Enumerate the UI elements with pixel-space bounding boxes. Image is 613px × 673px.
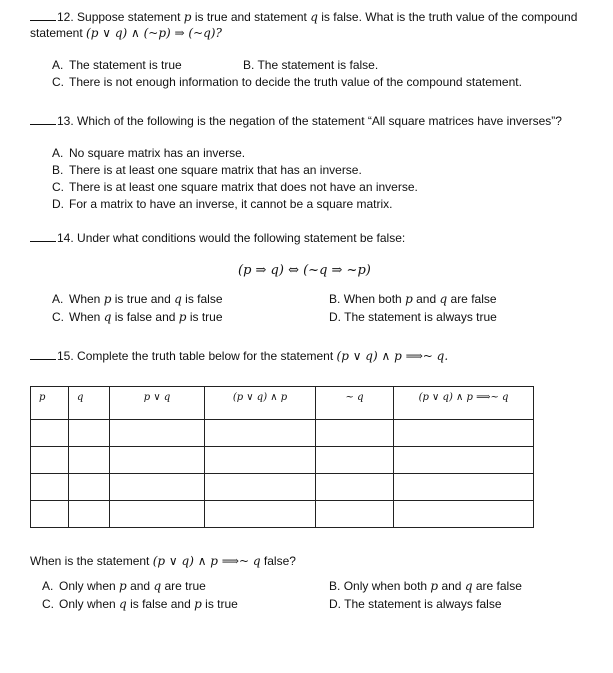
truth-table <box>30 386 534 528</box>
answer-blank[interactable] <box>30 230 56 242</box>
table-cell[interactable] <box>31 501 69 528</box>
table-cell[interactable] <box>69 447 110 474</box>
header-p-or-q: p ∨ q <box>110 387 205 420</box>
q13-option-c: C. There is at least one square matrix that does not have an inverse. <box>52 180 418 194</box>
table-cell[interactable] <box>69 501 110 528</box>
table-cell[interactable] <box>316 447 394 474</box>
q14-option-a: A. When p is true and q is false <box>52 292 223 306</box>
table-cell[interactable] <box>69 420 110 447</box>
answer-blank[interactable] <box>30 9 56 21</box>
q13-prompt: 13. Which of the following is the negation of the statement “All square matrices have inverses”? <box>30 113 562 129</box>
header-not-q: ~ q <box>316 387 394 420</box>
table-cell[interactable] <box>394 447 534 474</box>
table-cell[interactable] <box>69 474 110 501</box>
q15-option-c: C. Only when q is false and p is true <box>42 597 238 611</box>
header-q: q <box>69 387 110 420</box>
answer-blank[interactable] <box>30 113 56 125</box>
q13-option-a: A. No square matrix has an inverse. <box>52 146 246 160</box>
table-cell[interactable] <box>205 420 316 447</box>
table-row <box>31 474 534 501</box>
header-implication: (p ∨ q) ∧ p ⟹~ q <box>394 387 534 420</box>
table-row <box>31 420 534 447</box>
table-cell[interactable] <box>31 474 69 501</box>
q14-option-b: B. When both p and q are false <box>329 292 497 306</box>
q15-prompt: 15. Complete the truth table below for the statement (p ∨ q) ∧ p ⟹~ q. <box>30 348 448 364</box>
q15-followup: When is the statement (p ∨ q) ∧ p ⟹~ q false? <box>30 554 296 568</box>
table-cell[interactable] <box>31 420 69 447</box>
q12-option-a: A. The statement is true <box>52 58 182 72</box>
table-cell[interactable] <box>394 501 534 528</box>
table-cell[interactable] <box>110 501 205 528</box>
answer-blank[interactable] <box>30 348 56 360</box>
header-p: p <box>31 387 69 420</box>
table-cell[interactable] <box>394 420 534 447</box>
q15-option-a: A. Only when p and q are true <box>42 579 206 593</box>
table-cell[interactable] <box>394 474 534 501</box>
q12-prompt: 12. Suppose statement p is true and statement q is false. What is the truth value of the compound <box>30 9 577 25</box>
table-cell[interactable] <box>110 420 205 447</box>
table-cell[interactable] <box>316 474 394 501</box>
table-cell[interactable] <box>110 474 205 501</box>
table-row <box>31 501 534 528</box>
q14-prompt: 14. Under what conditions would the following statement be false: <box>30 230 405 246</box>
q15-option-d: D. The statement is always false <box>329 597 502 611</box>
table-row <box>31 447 534 474</box>
table-cell[interactable] <box>110 447 205 474</box>
q13-option-d: D. For a matrix to have an inverse, it cannot be a square matrix. <box>52 197 393 211</box>
q14-formula: (p ⇒ q) ⇔ (~q ⇒ ~p) <box>238 263 371 278</box>
q15-option-b: B. Only when both p and q are false <box>329 579 522 593</box>
header-p-or-q-and-p: (p ∨ q) ∧ p <box>205 387 316 420</box>
table-cell[interactable] <box>316 420 394 447</box>
table-cell[interactable] <box>205 501 316 528</box>
q13-option-b: B. There is at least one square matrix that has an inverse. <box>52 163 362 177</box>
truth-table-header <box>31 387 534 420</box>
table-cell[interactable] <box>205 447 316 474</box>
q12-option-b: B. The statement is false. <box>243 58 379 72</box>
q12-option-c: C. There is not enough information to decide the truth value of the compound statement. <box>52 75 522 89</box>
q12-prompt-cont: statement (p ∨ q) ∧ (~p) ⇒ (~q)? <box>30 26 222 40</box>
q14-option-c: C. When q is false and p is true <box>52 310 223 324</box>
table-cell[interactable] <box>205 474 316 501</box>
table-cell[interactable] <box>31 447 69 474</box>
table-cell[interactable] <box>316 501 394 528</box>
q14-option-d: D. The statement is always true <box>329 310 497 324</box>
